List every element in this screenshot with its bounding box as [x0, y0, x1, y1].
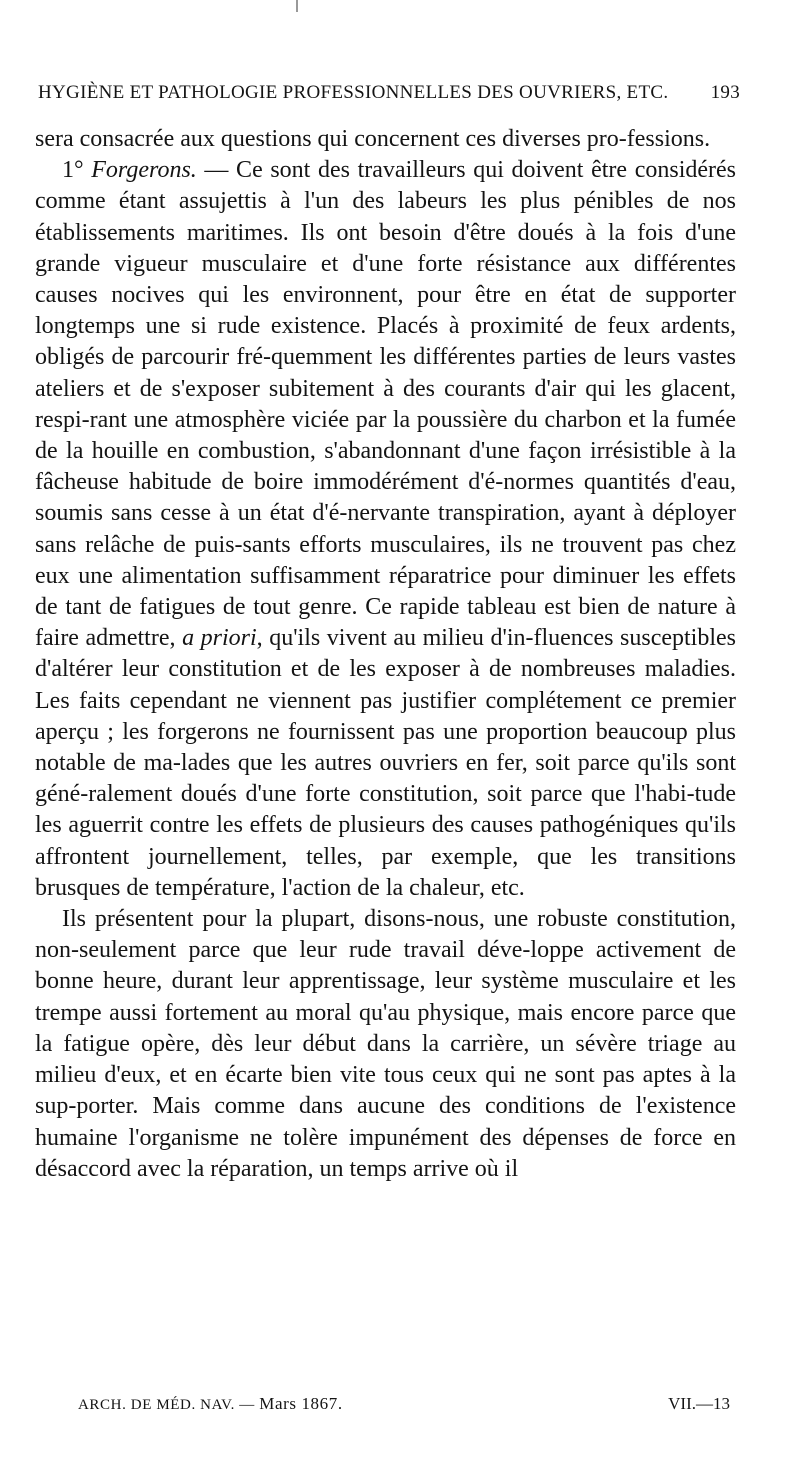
footer-dash: — [234, 1397, 260, 1413]
paragraph-continuation: sera consacrée aux questions qui concernent ces diverses pro-fessions. [35, 126, 711, 152]
journal-name: ARCH. DE MÉD. NAV. [78, 1397, 235, 1413]
paragraph-constitution: Ils présentent pour la plupart, disons-nous, une robuste constitution, non-seulement parce que leur rude travail déve-loppe activement de bonne heure, durant leur apprentissage, leur système musculaire et les trempe aussi fortement au moral qu'au physique, mais encore parce que la fatigue opère, dès leur début dans la carrière, un sévère triage au milieu d'eux, et en écarte bien vite tous ceux qui ne sont pas aptes à la sup-porter. Mais comme dans aucune des conditions de l'existence humaine l'organisme ne tolère impunément des dépenses de force en désaccord avec la réparation, un temps arrive où il [35, 906, 736, 1182]
scan-mark [296, 0, 298, 12]
paragraph-text-b: , qu'ils vivent au milieu d'in-fluences susceptibles d'altérer leur constitution et de les exposer à de nombreuses maladies. Les faits cependant ne viennent pas justifier complétement ce premier aperçu ; les forgerons ne fournissent pas une proportion beaucoup plus notable de ma-lades que les autres ouvriers en fer, soit parce qu'ils sont géné-ralement doués d'une forte constitution, soit parce que l'habi-tude les aguerrit contre les effets de plusieurs des causes pathogéniques qu'ils affrontent journellement, telles, par exemple, que les transitions brusques de température, l'action de la chaleur, etc. [35, 625, 736, 901]
italic-phrase: a priori [182, 625, 257, 652]
running-header [38, 82, 740, 104]
section-heading: Forgerons. [91, 157, 197, 184]
body-text [35, 124, 736, 1185]
page-footer [78, 1394, 730, 1414]
running-title: HYGIÈNE ET PATHOLOGIE PROFESSIONNELLES DES OUVRIERS, ETC. [38, 82, 669, 103]
paragraph-forgerons [35, 155, 736, 904]
signature-mark: VII.—13 [668, 1394, 730, 1413]
paragraph-text-a: — Ce sont des travailleurs qui doivent être considérés comme étant assujettis à l'un des labeurs les plus pénibles de nos établissements maritimes. Ils ont besoin d'être doués à la fois d'une grande vigueur musculaire et d'une forte résistance aux différentes causes nocives qui les environnent, pour être en état de supporter longtemps une si rude existence. Placés à proximité de feux ardents, obligés de parcourir fré-quemment les différentes parties de leurs vastes ateliers et de s'exposer subitement à des courants d'air qui les glacent, respi-rant une atmosphère viciée par la poussière du charbon et la fumée de la houille en combustion, s'abandonnant d'une façon irrésistible à la fâcheuse habitude de boire immodérément d'é-normes quantités d'eau, soumis sans cesse à un état d'é-nervante transpiration, ayant à déployer sans relâche de puis-sants efforts musculaires, ils ne trouvent pas chez eux une alimentation suffisamment réparatrice pour diminuer les effets de tant de fatigues de tout genre. Ce rapide tableau est bien de nature à faire admettre, [35, 157, 736, 652]
issue-date: Mars 1867. [259, 1394, 343, 1413]
page-number: 193 [710, 82, 740, 103]
section-number: 1° [62, 157, 92, 184]
footer-journal-line [78, 1394, 343, 1414]
